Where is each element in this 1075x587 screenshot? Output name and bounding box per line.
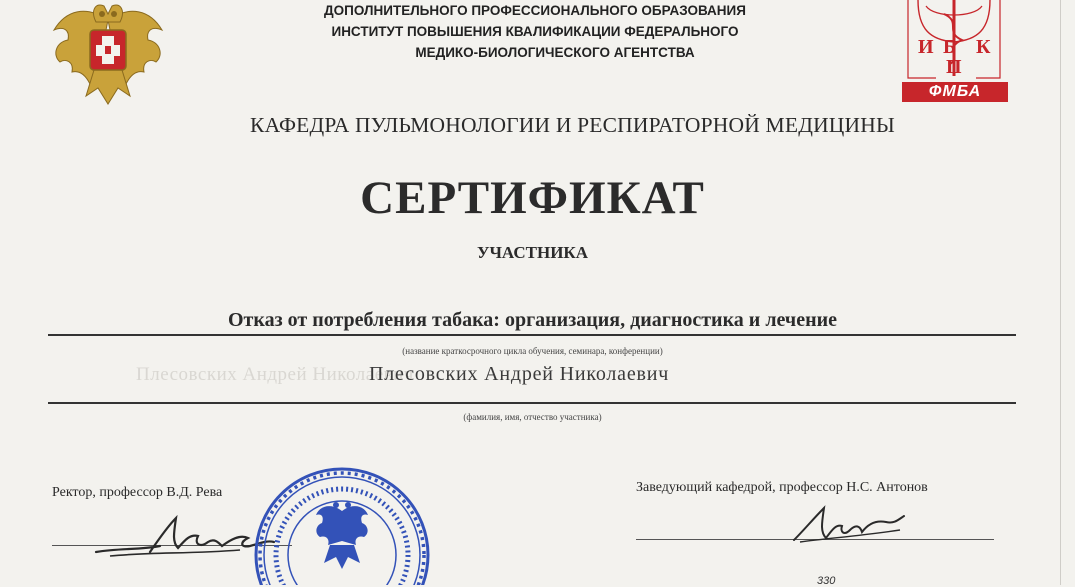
- round-seal-stamp: [250, 459, 440, 585]
- participant-caption: (фамилия, имя, отчество участника): [463, 412, 602, 422]
- department-name: КАФЕДРА ПУЛЬМОНОЛОГИИ И РЕСПИРАТОРНОЙ МЕДИЦИНЫ: [250, 113, 895, 137]
- coat-of-arms-emblem: [46, 0, 171, 112]
- paper-edge: [1060, 0, 1061, 585]
- head-of-department-handwritten-signature: [790, 500, 910, 548]
- logo-letter: П: [946, 56, 962, 78]
- course-caption: (название краткосрочного цикла обучения, семинара, конференции): [402, 346, 663, 356]
- participant-underline: [48, 402, 1016, 404]
- course-underline: [48, 334, 1016, 336]
- certificate-title: СЕРТИФИКАТ: [360, 172, 705, 224]
- institution-line: МЕДИКО-БИОЛОГИЧЕСКОГО АГЕНТСТВА: [415, 45, 695, 60]
- participant-name: Плесовских Андрей Николаевич: [369, 363, 670, 385]
- logo-banner-text: ФМБА: [928, 83, 982, 100]
- serial-number-fragment: 330: [817, 575, 836, 587]
- course-name: Отказ от потребления табака: организация, диагностика и лечение: [228, 309, 837, 331]
- certificate-subtitle: УЧАСТНИКА: [476, 243, 589, 262]
- logo-letter: Б: [943, 36, 957, 58]
- participant-name-bleed: Плесовских Андрей Николаевич: [136, 364, 414, 385]
- institute-logo: [896, 0, 1016, 102]
- rector-signature-label: Ректор, профессор В.Д. Рева: [52, 485, 223, 500]
- institution-line: ИНСТИТУТ ПОВЫШЕНИЯ КВАЛИФИКАЦИИ ФЕДЕРАЛЬНОГО: [331, 24, 739, 39]
- institution-line: ДОПОЛНИТЕЛЬНОГО ПРОФЕССИОНАЛЬНОГО ОБРАЗОВАНИЯ: [324, 3, 746, 18]
- institution-heading: [230, 0, 840, 63]
- logo-letter: И: [918, 36, 934, 58]
- logo-letter: К: [976, 36, 991, 58]
- head-of-department-signature-label: Заведующий кафедрой, профессор Н.С. Антонов: [636, 480, 928, 495]
